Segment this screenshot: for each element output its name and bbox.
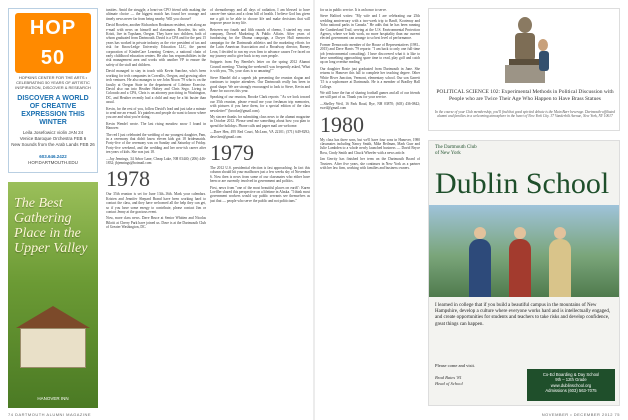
hop-headline: DISCOVER A WORLD OF CREATIVE EXPRESSION THIS WINTER	[17, 95, 89, 126]
paragraph: for us in public service. It is an honor to serve.	[320, 8, 387, 12]
paragraph: Now, more class news. Dave Bruce at Senior Whitten and Nicolas Bilotti at Cherry Park have joined us. Dave is at the Dartmouth Club of Greater Washington, DC.	[106, 216, 206, 230]
contact-line: Co-Ed Boarding & Day School	[542, 372, 600, 377]
statue-ad-body-text: In the course of your Club membership, you'll find that good spirited debate is the Main Barr beverage. Dartmouth-affiliated alumni and families in a welcoming atmosphere in the heart of New York City.	[434, 110, 616, 119]
student-figure	[509, 239, 531, 297]
paragraph: Kevin, for the rest of you, follow David's lead and just take a minute to send me an e-mail. It's painless and people do want to know where you are and what you're doing.	[106, 106, 206, 120]
hop-website[interactable]: HOP.DARTMOUTH.EDU	[28, 160, 78, 165]
paragraph: David managed to stay in touch with Kevin Sanchez, who's been working for tech companies in Corvallis, Oregon, and growing other tech ventures. He also manages to see John Nixon '79 who is on the faculty at Oregon State in the department of Lifetime Exercise. David also ran into Heather Halsey and Chris Sego. Living in Colorado and a CPA, Chris is an attorney practicing in Washington, DC, and Heather recently had a child and may be a bit busier than usual.	[106, 69, 206, 105]
students-photo	[429, 205, 620, 297]
gather-ad-title: The Best Gathering Place in the Upper Valley	[14, 196, 88, 256]
hop-event-3: New Sounds from the Arab Lands FEB 26	[11, 142, 95, 147]
inn-roof-graphic	[16, 306, 90, 328]
hop50-logo: HOP 50	[15, 13, 91, 73]
dublin-ad-signature	[435, 375, 463, 386]
hop-subtitle: HOPKINS CENTER FOR THE ARTS • CELEBRATING 50 YEARS OF ARTISTIC INSPIRATION, DISCOVER & RESEARCH	[15, 75, 91, 90]
class-year-heading: 1980	[320, 111, 364, 137]
hopkins-center-ad[interactable]	[8, 8, 98, 173]
paragraph: Steve Mandel did a superb job presenting the reunion slogan and continues to inspire attendees. Our Dartmouth really has been in good shape. We are strongly encouraged to look to Steve, Kevin and Anne for success this year.	[210, 75, 310, 93]
page-gutter	[313, 0, 315, 420]
class-secretary-contact: —Jay Jennings, 34 Arbor Lane, Cheap Lake, NH 03440; (206) 446-1832; jbjennings@hotmail.com	[106, 156, 206, 165]
dublin-school-ad[interactable]	[428, 140, 620, 406]
paragraph: Steve Halford writes: "My wife and I are celebrating our 25th wedding anniversary with a two-week trip to Banff, Kootenay and Yoho national parks in Canada." He adds that he has been running the Cumberland Trail, serving at the U.S. Environmental Protection Agency, where we both work, no more hospitality than our current elected government can arrange to so best level of performance.	[320, 14, 420, 41]
dublin-ad-cta: Please come and visit.	[435, 363, 475, 368]
dublin-school-title: Dublin School	[435, 167, 610, 200]
hop-event-2: Venice Baroque Orchestra FEB 6	[19, 136, 87, 141]
paragraph: Jan Gerrity has finished her term on the Dartmouth Board of Trustees. After five years, she continues in New York as a partner with her law firm, working with families and business owners.	[320, 157, 420, 170]
right-page-footer: NOVEMBER • DECEMBER 2012 75	[541, 412, 620, 417]
left-page-footer: 74 DARTMOUTH ALUMNI MAGAZINE	[8, 412, 92, 417]
paragraph: The red I just celebrated the wedding of our youngest daughter, Pam, in a ceremony that didn't know eleven kids got 18 bridesmaids. Forty-five of the ceremony was on Sunday and Saturday of Friday. Forty-five weekend, and the wedding and her new-ish career after ten years of kids. She was just 18.	[106, 132, 206, 155]
paragraph: My class has three sons, but we'll have four sons in Hanover, 1980 classmates including Nancy Smith, Mike Beilman, Mark Gurr and Julie Lambden to a whole newly launched business — David Bryce Ross, Cindy Smith and Chuck Wheeler with a news article.	[320, 137, 420, 155]
contact-line: 9th – 12th Grade	[555, 377, 587, 383]
inn-building-graphic	[20, 328, 86, 368]
class-notes-column-1	[106, 8, 206, 408]
class-year-heading: 1978	[106, 166, 150, 192]
signer-title: Head of School	[435, 380, 463, 386]
paragraph: David Bowden, another Richardson Bookman resident, sent along an e-mail with news on himself and classmates. Bowden, his wife, Kristi, live in Topsham, Oregon. They have two children, both of whom graduated from Dartmouth. David is a CPA and for the past 15 years has worked in private industry as the vice president of tax and risk for KnowLedge University Education LLC, the parent corporation of KinderCare Learning Centers, a national chain of early childhood education centers. He also has responsibilities in the risk management area and works with another VP to ensure the safety of the staff and children.	[106, 23, 206, 67]
class-secretary-contact: —Shelley Weil, 16 Park Road, Rye, NH 03870; (603) 436-0842; sweil@gmail.com	[320, 101, 420, 111]
statue-illustration	[495, 15, 555, 85]
class-notes-column-2	[210, 8, 310, 408]
class-notes-column-3	[320, 8, 420, 408]
class-year-heading: 1979	[210, 139, 254, 165]
class-secretary-contact: —Dave Hen, 495 Red Court, McLean, VA 22101; (571) 649-8292; dave.hen@gmail.com	[210, 130, 310, 139]
hop-phone: 603.646.2422	[39, 154, 67, 159]
statue-ad-body	[433, 110, 617, 119]
logo-line-1: The Dartmouth Club	[435, 145, 477, 150]
paragraph: Speaking of our reunion, Brooke Clark reports: "As we look toward our 35th reunion, please e-mail me your freshman trip memories, with pictures if you have them, for a special edition of the class newsletter!" (brooke@gmail.com).	[210, 95, 310, 113]
paragraph: Snippets from Fay Berethe's letter on the spring 2012 Alumni Council meeting: "During the weekend I was frequently asked, 'What is with you, '78s, your class is so amazing!'"	[210, 60, 310, 74]
signer-name: Brad Bates '81	[435, 375, 462, 380]
paragraph: Kevin Wendel wrote. The last rising meadow snow I found in Hanover.	[106, 121, 206, 131]
student-figure	[469, 239, 491, 297]
student-figure	[549, 239, 571, 297]
paragraph: Our daughter Rosie just graduated from Dartmouth in June. She returns to Hanover this fall to complete her teaching degree. Other White River Junction, Vermont, elementary school. Our son Garrett '15 is a sophomore at Dartmouth. He is a member of Bradley Hall College.	[320, 66, 420, 89]
dublin-contact-box[interactable]	[527, 369, 615, 401]
paragraph: We still have the fun of sharing football games and all of our friends are still part of us. Thank you for your service.	[320, 90, 420, 100]
hop-event-1: Leila Josefowicz violin JAN 24	[22, 130, 84, 135]
paragraph: My sincere thanks for submitting class news to the alumni magazine in October 2012. Please send me something about how you plan to spend the holidays. Phone calls and paper mail are welcome.	[210, 114, 310, 128]
statue-ad-address: 37 Vanderbilt Avenue, New York, NY 10017	[550, 114, 613, 119]
paragraph: Former Democratic member of the House of Representatives (1981–2015) and Dave Harris '79 reports: "I am back to only one full-time job (environmental consulting). I have discovered what it is like to have something approaching spare time to read, play golf and catch up on long overdue reading."	[320, 42, 420, 65]
statue-ad-title: POLITICAL SCIENCE 102: Experimental Methods in Political Discussion with People who are Twice Their Age Who Happen to Have Brass Statues	[436, 89, 614, 102]
dartmouth-club-ny-ad[interactable]	[428, 8, 620, 131]
paragraph: First, news from "one of the most beautiful places on earth": Karen Loeffler shared this perspective on a lifetime in Alaska. "I think most government workers would say public servants see themselves as just that — people who serve the public and not politicians."	[210, 185, 310, 203]
paragraph: of chemotherapy and all days of radiation, I am blessed to have cancer-free status and a clean bill of health. I believe God has given me a gift to be able to choose life and make decisions that will improve peace in my life.	[210, 8, 310, 26]
paragraph: Between my fourth and fifth rounds of chemo, I started my own company, Drexel Marketing & Public Affairs. After years of fundraising for the Obama campaign, a Dwyer Hall memories campaign for the Dartmouth athletics and the marketing efforts for the Latin American Association and a Broadway director, Barney Leon, I decided to run my own firm to advance causes I've faced on my journey and to give back to my own people.	[210, 27, 310, 59]
dartmouth-club-logo	[435, 145, 477, 157]
contact-website[interactable]: www.dublinschool.org	[550, 382, 592, 388]
gather-ad-footer: HANOVER INN	[37, 396, 69, 401]
paragraph: The 2012 U.S. presidential election is fast approaching. In fact this column should hit your mailboxes just a few weeks shy of November 6. Now then is news from some of our classmates who either have been or are currently involved in government and politics.	[210, 165, 310, 184]
contact-phone: Admissions (603) 563-7075	[545, 388, 597, 394]
hanover-inn-ad[interactable]	[8, 182, 98, 408]
dublin-ad-body: I learned in college that if you build a beautiful campus in the mountains of New Hampshire, develop a culture where everyone works hard and is intellectually engaged, and create opportunities for students and teachers to take risks and develop confidence, great things can happen.	[435, 303, 611, 327]
paragraph: Our 35th reunion is set for June 13th–16th. Mark your calendars. Kristen and Jennifer Shepard Brand have been working hard to contact the class, and they have welcomed all the help they can get, so if you have some energy to contribute, please contact Jim or contact Jenny at the gracious event.	[106, 192, 206, 215]
paragraph: tunities. Amid the struggle, a heart-on CPO friend with making the ultimate choice — the biggest match has found her courage and timely news never far from being nearby. Will you choose?	[106, 8, 206, 21]
logo-line-2: of New York	[435, 151, 461, 156]
